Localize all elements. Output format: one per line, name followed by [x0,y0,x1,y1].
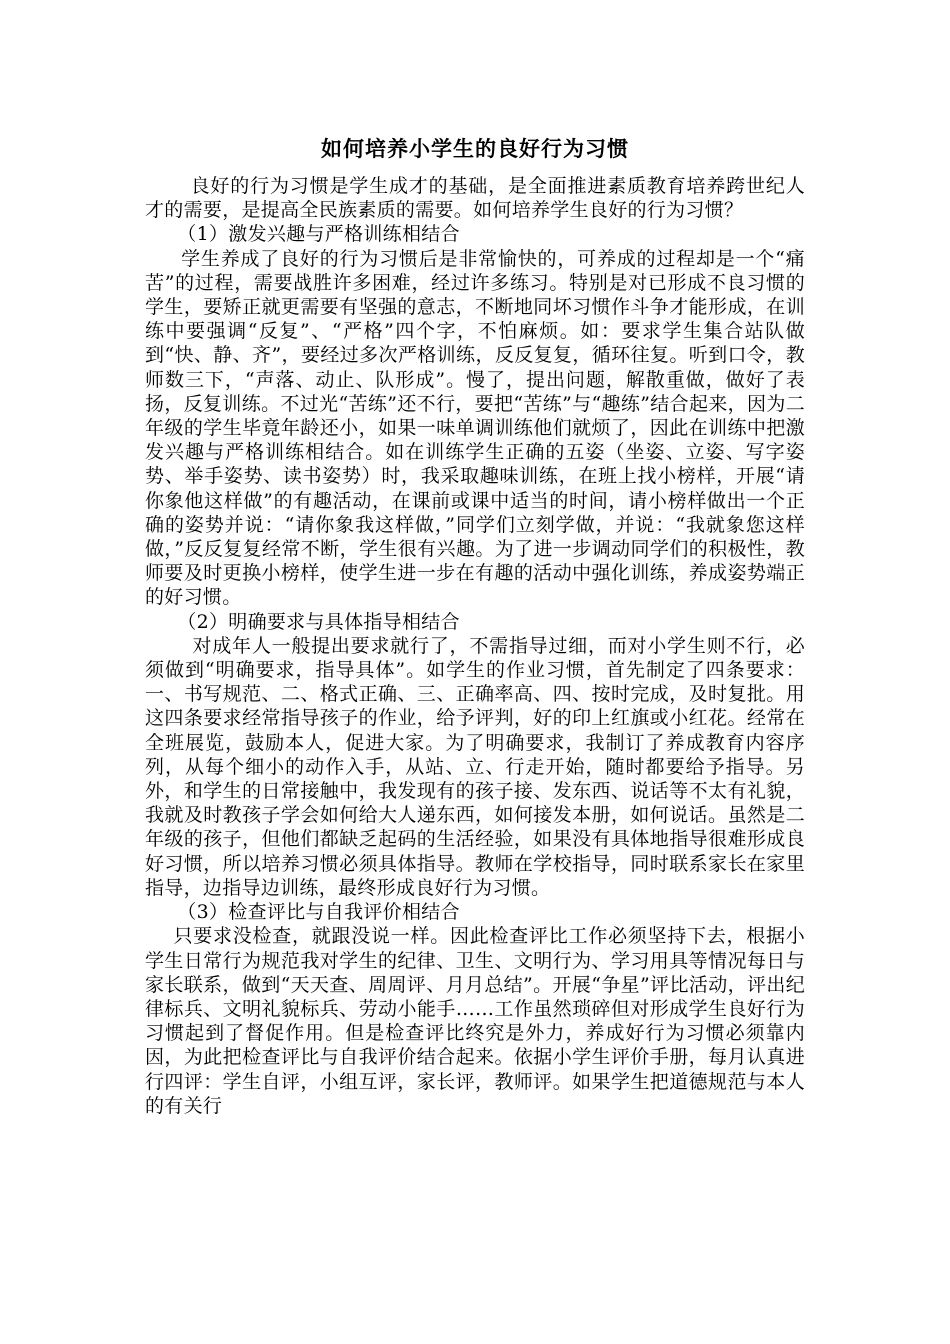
document-page [145,128,805,1118]
section-3-heading: （3）检查评比与自我评价相结合 [177,901,460,924]
intro-paragraph: 良好的行为习惯是学生成才的基础，是全面推进素质教育培养跨世纪人才的需要，是提高全民族素质的需要。如何培养学生良好的行为习惯？ [145,175,805,222]
section-2-body: 对成年人一般提出要求就行了，不需指导过细，而对小学生则不行，必须做到“明确要求，指导具体”。如学生的作业习惯，首先制定了四条要求：一、书写规范、二、格式正确、三、正确率高、四、按时完成，及时复批。用这四条要求经常指导孩子的作业，给予评判，好的印上红旗或小红花。经常在全班展览，鼓励本人，促进大家。为了明确要求，我制订了养成教育内容序列，从每个细小的动作入手，从站、立、行走开始，随时都要给予指导。另外，和学生的日常接触中，我发现有的孩子接、发东西、说话等不太有礼貌，我就及时教孩子学会如何给大人递东西，如何接发本册，如何说话。虽然是二年级的孩子，但他们都缺乏起码的生活经验，如果没有具体地指导很难形成良好习惯，所以培养习惯必须具体指导。教师在学校指导，同时联系家长在家里指导，边指导边训练，最终形成良好行为习惯。 [145,634,805,899]
section-1-body: 学生养成了良好的行为习惯后是非常愉快的，可养成的过程却是一个“痛苦”的过程，需要战胜许多困难，经过许多练习。特别是对已形成不良习惯的学生，要矫正就更需要有坚强的意志，不断地同坏习惯作斗争才能形成，在训练中要强调“反复”、“严格”四个字，不怕麻烦。如：要求学生集合站队做到“快、静、齐”，要经过多次严格训练，反反复复，循环往复。听到口令，教师数三下，“声落、动止、队形成”。慢了，提出问题，解散重做，做好了表扬，反复训练。不过光“苦练”还不行，要把“苦练”与“趣练”结合起来，因为二年级的学生毕竟年龄还小，如果一味单调训练他们就烦了，因此在训练中把激发兴趣与严格训练相结合。如在训练学生正确的五姿（坐姿、立姿、写字姿势、举手姿势、读书姿势）时，我采取趣味训练，在班上找小榜样，开展“请你象他这样做”的有趣活动，在课前或课中适当的时间，请小榜样做出一个正确的姿势并说：“请你象我这样做，”同学们立刻学做，并说：“我就象您这样做，”反反复复经常不断，学生很有兴趣。为了进一步调动同学们的积极性，教师要及时更换小榜样，使学生进一步在有趣的活动中强化训练，养成姿势端正的好习惯。 [145,247,805,609]
section-3-body: 只要求没检查，就跟没说一样。因此检查评比工作必须坚持下去，根据小学生日常行为规范我对学生的纪律、卫生、文明行为、学习用具等情况每日与家长联系，做到“天天查、周周评、月月总结”。开展“争星”评比活动，评出纪律标兵、文明礼貌标兵、劳动小能手……工作虽然琐碎但对形成学生良好行为习惯起到了督促作用。但是检查评比终究是外力，养成好行为习惯必须靠内因，为此把检查评比与自我评价结合起来。依据小学生评价手册，每月认真进行四评：学生自评，小组互评，家长评，教师评。如果学生把道德规范与本人的有关行 [145,925,805,1117]
section-1-heading: （1）激发兴趣与严格训练相结合 [177,223,460,246]
document-title: 如何培养小学生的良好行为习惯 [321,136,629,161]
section-2-heading: （2）明确要求与具体指导相结合 [177,610,460,633]
